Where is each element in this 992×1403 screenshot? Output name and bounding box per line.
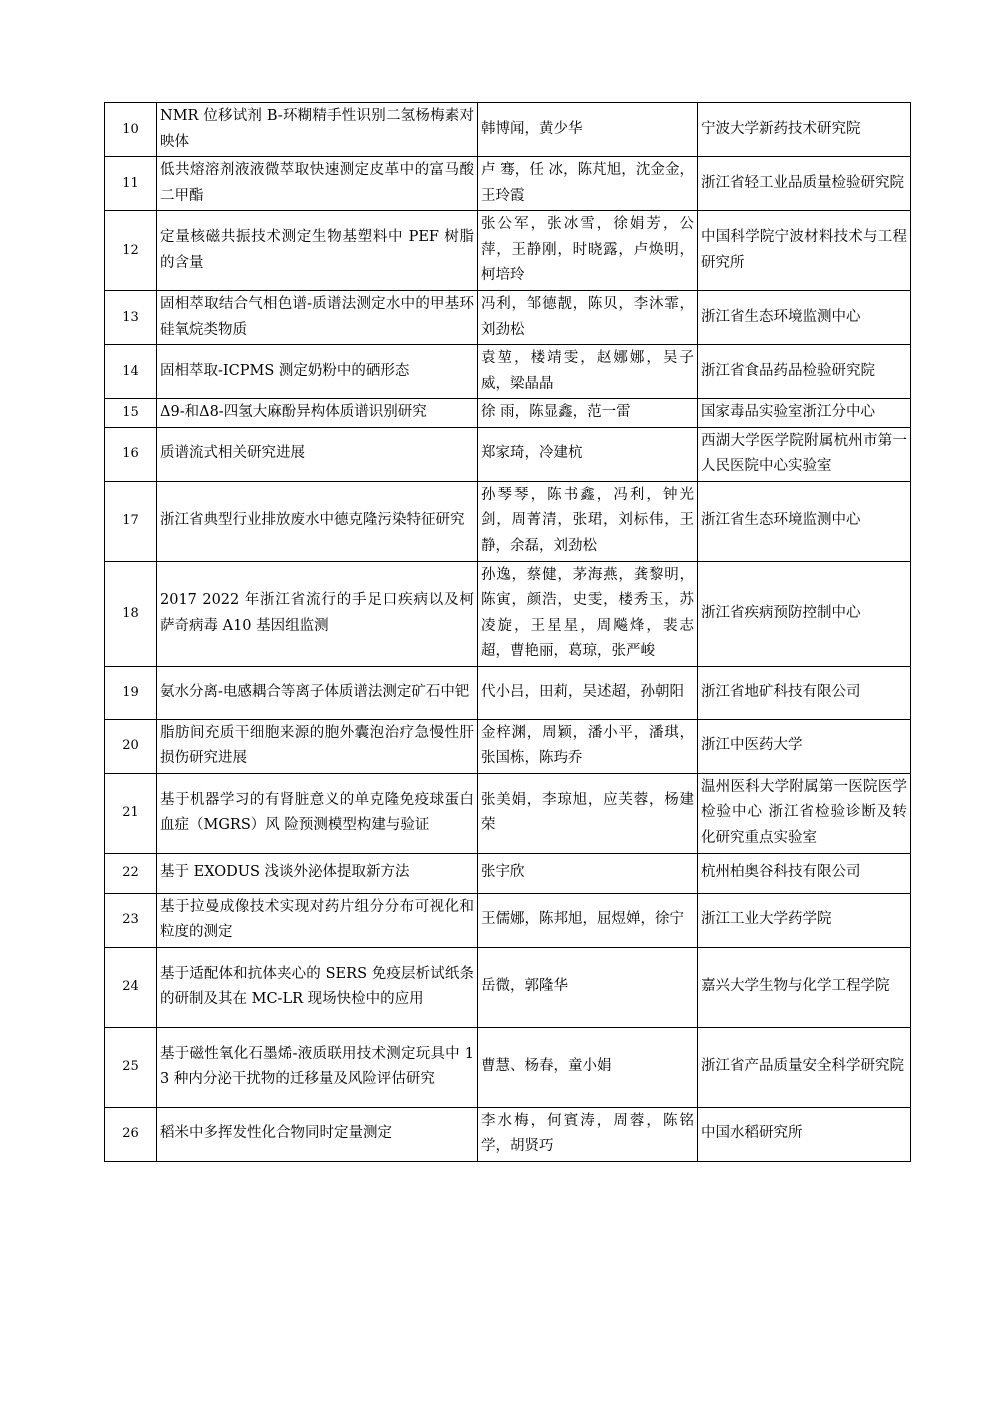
author-list: 冯利，邹德靓，陈贝，李沐霏，刘劲松 [478,291,698,345]
table-row [105,103,911,157]
author-list: 金梓渊，周颖，潘小平，潘琪，张国栋，陈玙乔 [478,719,698,773]
paper-title: 质谱流式相关研究进展 [157,427,478,481]
table-row [105,345,911,399]
row-number: 17 [105,481,157,561]
row-number: 12 [105,211,157,291]
organization: 宁波大学新药技术研究院 [698,103,911,157]
row-number: 26 [105,1107,157,1161]
paper-title: 基于 EXODUS 浅谈外泌体提取新方法 [157,853,478,893]
paper-title: 固相萃取结合气相色谱-质谱法测定水中的甲基环硅氧烷类物质 [157,291,478,345]
organization: 西湖大学医学院附属杭州市第一人民医院中心实验室 [698,427,911,481]
table-row [105,773,911,853]
paper-title: 基于拉曼成像技术实现对药片组分分布可视化和粒度的测定 [157,893,478,947]
table-row [105,211,911,291]
author-list: 徐 雨，陈显鑫，范一雷 [478,399,698,428]
table-row [105,561,911,666]
paper-title: 固相萃取-ICPMS 测定奶粉中的硒形态 [157,345,478,399]
paper-title: 脂肪间充质干细胞来源的胞外囊泡治疗急慢性肝损伤研究进展 [157,719,478,773]
table-row [105,1107,911,1161]
row-number: 16 [105,427,157,481]
organization: 浙江工业大学药学院 [698,893,911,947]
row-number: 14 [105,345,157,399]
table-body [105,103,911,1162]
organization: 中国科学院宁波材料技术与工程研究所 [698,211,911,291]
table-row [105,399,911,428]
table-row [105,157,911,211]
author-list: 韩博闻，黄少华 [478,103,698,157]
author-list: 郑家琦，冷建杭 [478,427,698,481]
row-number: 21 [105,773,157,853]
organization: 浙江省生态环境监测中心 [698,291,911,345]
row-number: 23 [105,893,157,947]
organization: 嘉兴大学生物与化学工程学院 [698,947,911,1027]
author-list: 李水梅，何賓涛，周蓉，陈铭学，胡贤巧 [478,1107,698,1161]
paper-title: Δ9-和Δ8-四氢大麻酚异构体质谱识别研究 [157,399,478,428]
row-number: 25 [105,1027,157,1107]
row-number: 18 [105,561,157,666]
table-row [105,666,911,719]
organization: 浙江省食品药品检验研究院 [698,345,911,399]
author-list: 孙琴琴，陈书鑫，冯利，钟光剑，周菁清，张珺，刘标伟，王静，余磊，刘劲松 [478,481,698,561]
table-row [105,1027,911,1107]
organization: 浙江省生态环境监测中心 [698,481,911,561]
row-number: 19 [105,666,157,719]
row-number: 10 [105,103,157,157]
organization: 浙江省轻工业品质量检验研究院 [698,157,911,211]
paper-title: 稻米中多挥发性化合物同时定量测定 [157,1107,478,1161]
row-number: 24 [105,947,157,1027]
author-list: 袁堃，楼靖雯，赵娜娜，吴子威，梁晶晶 [478,345,698,399]
author-list: 岳微，郭隆华 [478,947,698,1027]
paper-title: 低共熔溶剂液液微萃取快速测定皮革中的富马酸二甲酯 [157,157,478,211]
organization: 浙江省地矿科技有限公司 [698,666,911,719]
author-list: 张宇欣 [478,853,698,893]
paper-title: 定量核磁共振技术测定生物基塑料中 PEF 树脂的含量 [157,211,478,291]
author-list: 卢 骞，任 冰，陈芃旭，沈金金，王玲霞 [478,157,698,211]
author-list: 孙逸，蔡健，茅海燕，龚黎明，陈寅，颜浩，史雯，楼秀玉，苏凌旋，王星星，周飚烽，裴志超，曹艳丽，葛琼，张严峻 [478,561,698,666]
row-number: 13 [105,291,157,345]
organization: 国家毒品实验室浙江分中心 [698,399,911,428]
paper-title: 2017 2022 年浙江省流行的手足口疾病以及柯萨奇病毒 A10 基因组监测 [157,561,478,666]
table-row [105,719,911,773]
table-row [105,893,911,947]
paper-title: 浙江省典型行业排放废水中德克隆污染特征研究 [157,481,478,561]
author-list: 王儒娜，陈邦旭，屈煜婵，徐宁 [478,893,698,947]
table-row [105,291,911,345]
organization: 浙江中医药大学 [698,719,911,773]
author-list: 代小吕，田莉，吴述超，孙朝阳 [478,666,698,719]
organization: 浙江省产品质量安全科学研究院 [698,1027,911,1107]
table-row [105,853,911,893]
organization: 温州医科大学附属第一医院医学检验中心 浙江省检验诊断及转化研究重点实验室 [698,773,911,853]
paper-title: NMR 位移试剂 B-环糊精手性识别二氢杨梅素对映体 [157,103,478,157]
table-row [105,427,911,481]
row-number: 22 [105,853,157,893]
paper-title: 基于磁性氧化石墨烯-液质联用技术测定玩具中 13 种内分泌干扰物的迁移量及风险评估研究 [157,1027,478,1107]
author-list: 张公军，张冰雪，徐娟芳，公萍，王静刚，时晓露，卢焕明，柯培玲 [478,211,698,291]
paper-title: 氨水分离-电感耦合等离子体质谱法测定矿石中钯 [157,666,478,719]
paper-title: 基于适配体和抗体夹心的 SERS 免疫层析试纸条的研制及其在 MC-LR 现场快检中的应用 [157,947,478,1027]
organization: 浙江省疾病预防控制中心 [698,561,911,666]
table-row [105,481,911,561]
paper-list-table [104,102,911,1162]
paper-title: 基于机器学习的有肾脏意义的单克隆免疫球蛋白血症（MGRS）风 险预测模型构建与验证 [157,773,478,853]
organization: 中国水稻研究所 [698,1107,911,1161]
row-number: 11 [105,157,157,211]
row-number: 15 [105,399,157,428]
row-number: 20 [105,719,157,773]
author-list: 张美娟，李琼旭，应芙蓉，杨建荣 [478,773,698,853]
organization: 杭州柏奥谷科技有限公司 [698,853,911,893]
table-row [105,947,911,1027]
author-list: 曹慧、杨春，童小娟 [478,1027,698,1107]
